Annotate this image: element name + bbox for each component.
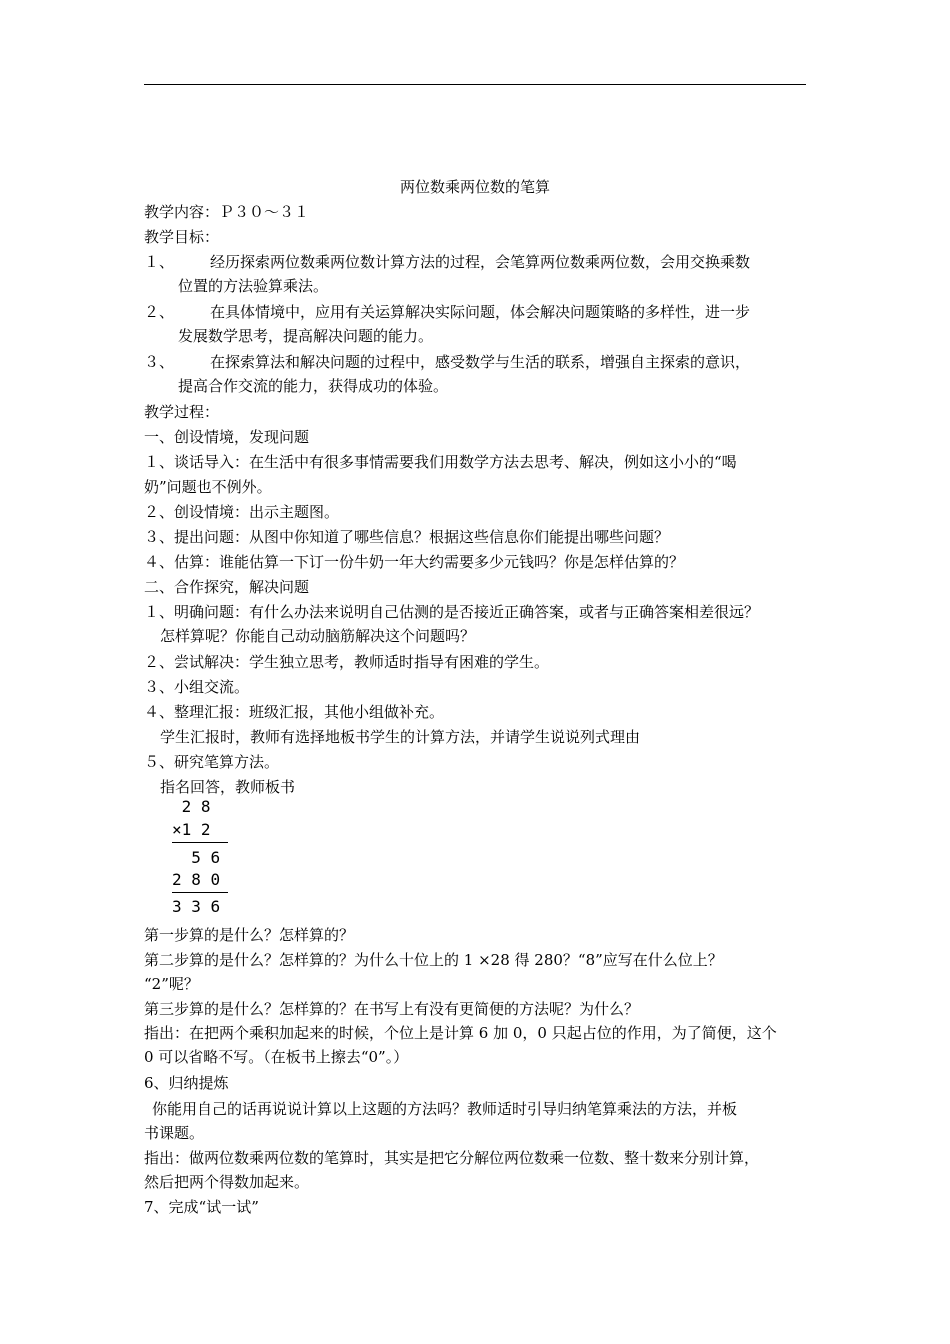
goal-2-line-2: 发展数学思考，提高解决问题的能力。 [178, 327, 434, 345]
section-1-heading: 一、创设情境，发现问题 [144, 428, 310, 446]
document-title: 两位数乘两位数的笔算 [399, 178, 550, 196]
goal-1-number: １、 [144, 253, 175, 271]
goals-heading: 教学目标： [144, 228, 220, 246]
section-1-item-1-line-2: 奶”问题也不例外。 [144, 478, 272, 496]
goal-2-line-1 [144, 302, 750, 322]
section-2-item-2: ２、尝试解决：学生独立思考，教师适时指导有困难的学生。 [144, 653, 550, 671]
goal-1-line-2: 位置的方法验算乘法。 [178, 277, 329, 295]
note-2-line-1: 指出：做两位数乘两位数的笔算时，其实是把它分解位两位数乘一位数、整十数来分别计算， [144, 1149, 760, 1167]
section-2-item-5: ５、研究笔算方法。 [144, 753, 280, 771]
partial-product-1: 5 6 [172, 848, 221, 867]
section-1-item-1-line-1: １、谈话导入：在生活中有很多事情需要我们用数学方法去思考、解决，例如这小小的“喝 [144, 453, 737, 471]
section-6-paragraph-line-1: 你能用自己的话再说说计算以上这题的方法吗？教师适时引导归纳笔算乘法的方法，并板 [152, 1100, 738, 1118]
section-2-item-1-line-2: 怎样算呢？你能自己动动脑筋解决这个问题吗？ [160, 627, 476, 645]
multiplier: ×1 2 [172, 820, 211, 839]
multiplication-line-1 [172, 842, 228, 843]
process-heading: 教学过程： [144, 403, 220, 421]
section-6-paragraph-line-2: 书课题。 [144, 1124, 205, 1142]
question-1: 第一步算的是什么？怎样算的？ [144, 926, 355, 944]
goal-3-text: 在探索算法和解决问题的过程中，感受数学与生活的联系，增强自主探索的意识， [210, 353, 751, 371]
goal-2-number: ２、 [144, 303, 175, 321]
section-2-item-4-note: 学生汇报时，教师有选择地板书学生的计算方法，并请学生说说列式理由 [160, 728, 641, 746]
multiplication-line-2 [172, 892, 228, 893]
section-1-item-3: ３、提出问题：从图中你知道了哪些信息？根据这些信息你们能提出哪些问题？ [144, 528, 670, 546]
question-2-line-2: “2”呢？ [144, 975, 199, 993]
section-2-item-1-line-1: １、明确问题：有什么办法来说明自己估测的是否接近正确答案，或者与正确答案相差很远？ [144, 603, 760, 621]
section-6-heading: 6、归纳提炼 [144, 1074, 229, 1092]
question-2-line-1: 第二步算的是什么？怎样算的？为什么十位上的 1 ×28 得 280？“8”应写在什么位上？ [144, 951, 723, 969]
goal-1-text: 经历探索两位数乘两位数计算方法的过程，会笔算两位数乘两位数，会用交换乘数 [210, 253, 751, 271]
multiplicand: 2 8 [172, 797, 211, 816]
goal-3-number: ３、 [144, 353, 175, 371]
section-2-item-5-note: 指名回答，教师板书 [160, 778, 296, 796]
section-2-heading: 二、合作探究，解决问题 [144, 578, 310, 596]
partial-product-2: 2 8 0 [172, 870, 221, 889]
goal-2-text: 在具体情境中，应用有关运算解决实际问题，体会解决问题策略的多样性，进一步 [210, 303, 751, 321]
question-3: 第三步算的是什么？怎样算的？在书写上有没有更简便的方法呢？为什么？ [144, 1000, 640, 1018]
section-1-item-2: ２、创设情境：出示主题图。 [144, 503, 340, 521]
header-rule [144, 84, 806, 85]
goal-3-line-2: 提高合作交流的能力，获得成功的体验。 [178, 377, 449, 395]
section-1-item-4: ４、估算：谁能估算一下订一份牛奶一年大约需要多少元钱吗？你是怎样估算的？ [144, 553, 685, 571]
product: 3 3 6 [172, 897, 221, 916]
goal-1-line-1 [144, 252, 750, 272]
teaching-content: 教学内容：Ｐ３０～３１ [144, 203, 310, 221]
section-7-heading: 7、完成“试一试” [144, 1198, 259, 1216]
goal-3-line-1 [144, 352, 750, 372]
note-1-line-2: 0 可以省略不写。（在板书上擦去“0”。） [144, 1048, 409, 1066]
section-2-item-3: ３、小组交流。 [144, 678, 250, 696]
note-2-line-2: 然后把两个得数加起来。 [144, 1173, 310, 1191]
note-1-line-1: 指出：在把两个乘积加起来的时候，个位上是计算 6 加 0，0 只起占位的作用，为了简便，这个 [144, 1024, 777, 1042]
section-2-item-4: ４、整理汇报：班级汇报，其他小组做补充。 [144, 703, 445, 721]
